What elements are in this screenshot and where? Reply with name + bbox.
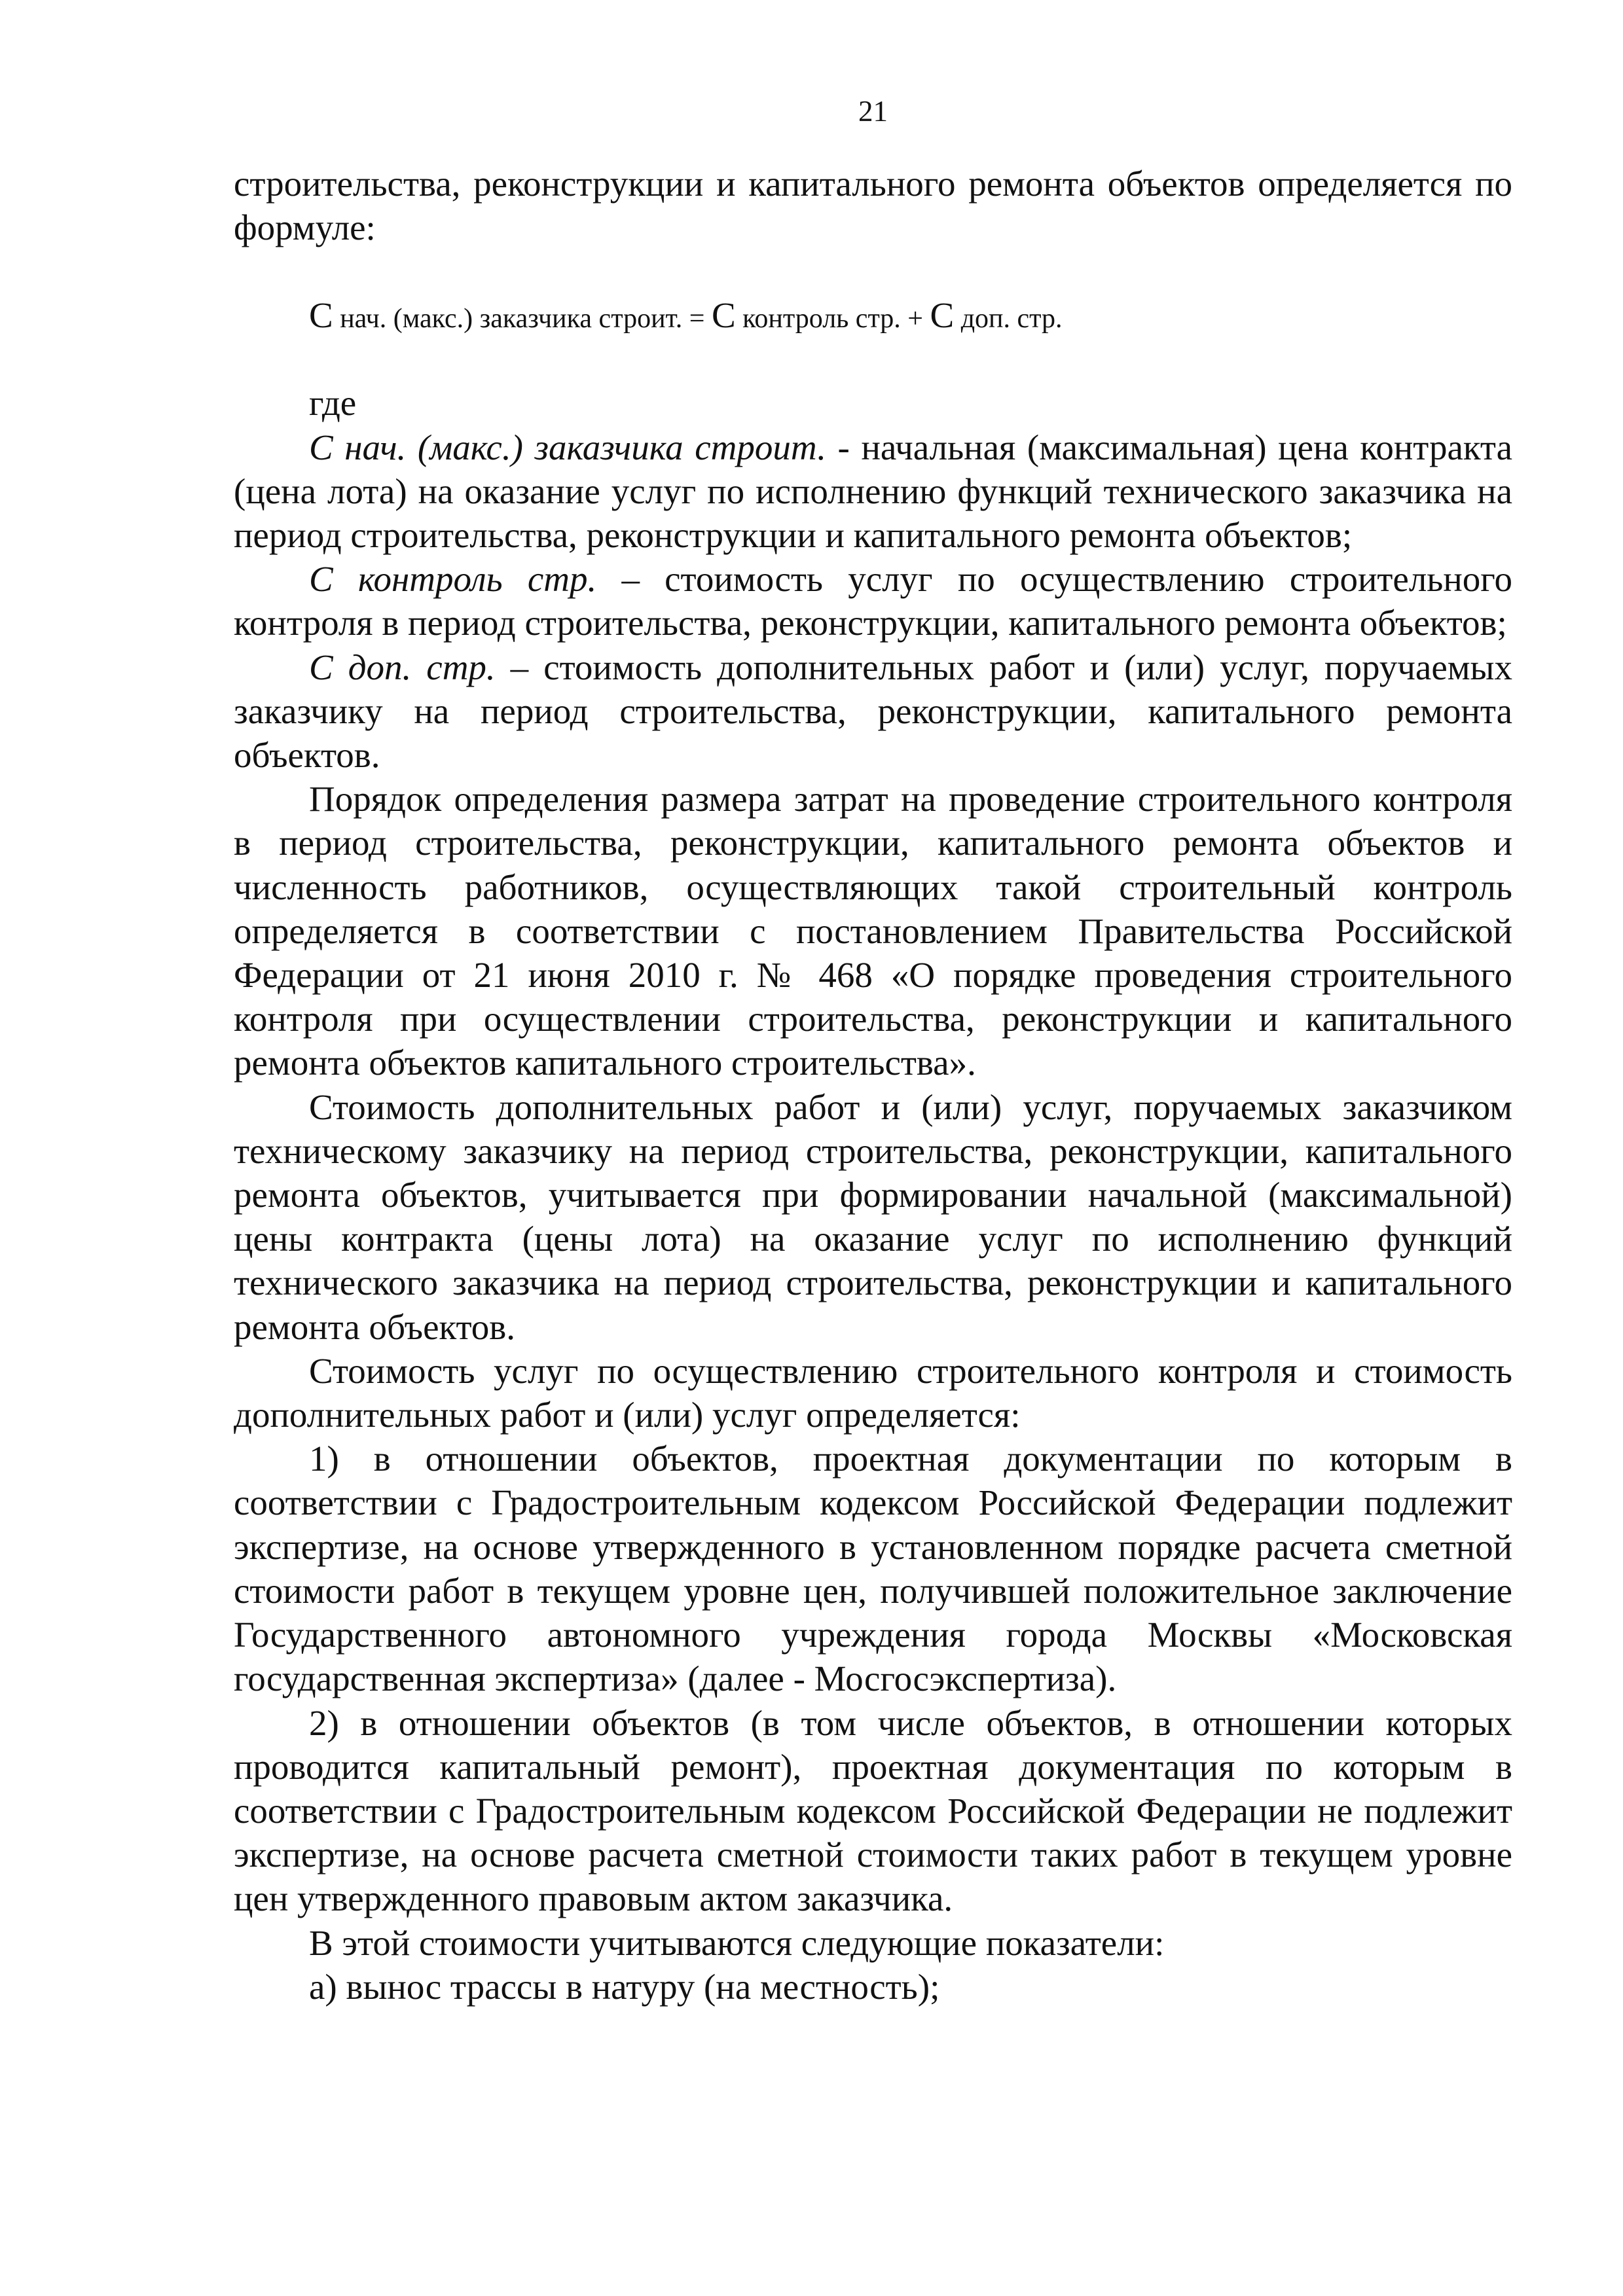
intro-paragraph: строительства, реконструкции и капитального ремонта объектов определяется по формуле: [234, 164, 1512, 248]
where-label: где [309, 383, 357, 423]
definition-term: С контроль стр. [309, 559, 597, 600]
definition-text: – стоимость услуг по осуществлению строительного контроля в период строительства, реконструкции, капитального ремонта объектов; [234, 559, 1512, 643]
formula-symbol-control: С [711, 295, 736, 336]
paragraph-indicators: В этой стоимости учитываются следующие показатели: [309, 1922, 1165, 1963]
formula-symbol-total: С [309, 295, 333, 336]
definition-term: С доп. стр. [309, 647, 496, 687]
definition-control [234, 557, 1512, 645]
paragraph-cost-determination: Стоимость услуг по осуществлению строительного контроля и стоимость дополнительных работ и (или) услуг определяется: [234, 1350, 1512, 1435]
definition-term: С нач. (макс.) заказчика строит. [309, 427, 826, 467]
formula-text-control: контроль стр. + [735, 304, 930, 334]
list-item-2: 2) в отношении объектов (в том числе объектов, в отношении которых проводится капитальный ремонт), проектная документация по которым в соответствии с Градостроительным кодексом Российской Федерации не подлежит экспертизе, на основе расчета сметной стоимости таких работ в текущем уровне цен утвержденного правовым актом заказчика. [234, 1702, 1512, 1919]
definition-text: - начальная (максимальная) цена контракта (цена лота) на оказание услуг по исполнению функций технического заказчика на период строительства, реконструкции и капитального ремонта объектов; [234, 427, 1512, 556]
definition-total [234, 425, 1512, 558]
page-number: 21 [858, 95, 888, 128]
formula-text-total: нач. (макс.) заказчика строит. = [333, 304, 712, 334]
formula [234, 293, 1512, 337]
definition-extra [234, 645, 1512, 778]
list-item-a: а) вынос трассы в натуру (на местность); [309, 1966, 940, 2007]
paragraph-extra-cost: Стоимость дополнительных работ и (или) услуг, поручаемых заказчиком техническому заказчику на период строительства, реконструкции, капитального ремонта объектов, учитывается при формировании начальной (максимальной) цены контракта (цены лота) на оказание услуг по исполнению функций технического заказчика на период строительства, реконструкции и капитального ремонта объектов. [234, 1086, 1512, 1347]
document-page [234, 92, 1512, 2009]
definition-text: – стоимость дополнительных работ и (или) услуг, поручаемых заказчику на период строительства, реконструкции, капитального ремонта объектов. [234, 647, 1512, 776]
list-item-1: 1) в отношении объектов, проектная документации по которым в соответствии с Градостроительным кодексом Российской Федерации подлежит экспертизе, на основе утвержденного в установленном порядке расчета сметной стоимости работ в текущем уровне цен, получившей положительное заключение Государственного автономного учреждения города Москвы «Московская государственная экспертиза» (далее - Мосгосэкспертиза). [234, 1439, 1512, 1699]
paragraph-control-procedure: Порядок определения размера затрат на проведение строительного контроля в период строительства, реконструкции, капитального ремонта объектов и численность работников, осуществляющих такой строительный контроль определяется в соответствии с постановлением Правительства Российской Федерации от 21 июня 2010 г. № 468 «О порядке проведения строительного контроля при осуществлении строительства, реконструкции и капитального ремонта объектов капитального строительства». [234, 779, 1512, 1083]
formula-symbol-extra: С [930, 295, 955, 336]
formula-text-extra: доп. стр. [954, 304, 1063, 334]
spacer [234, 337, 1512, 381]
